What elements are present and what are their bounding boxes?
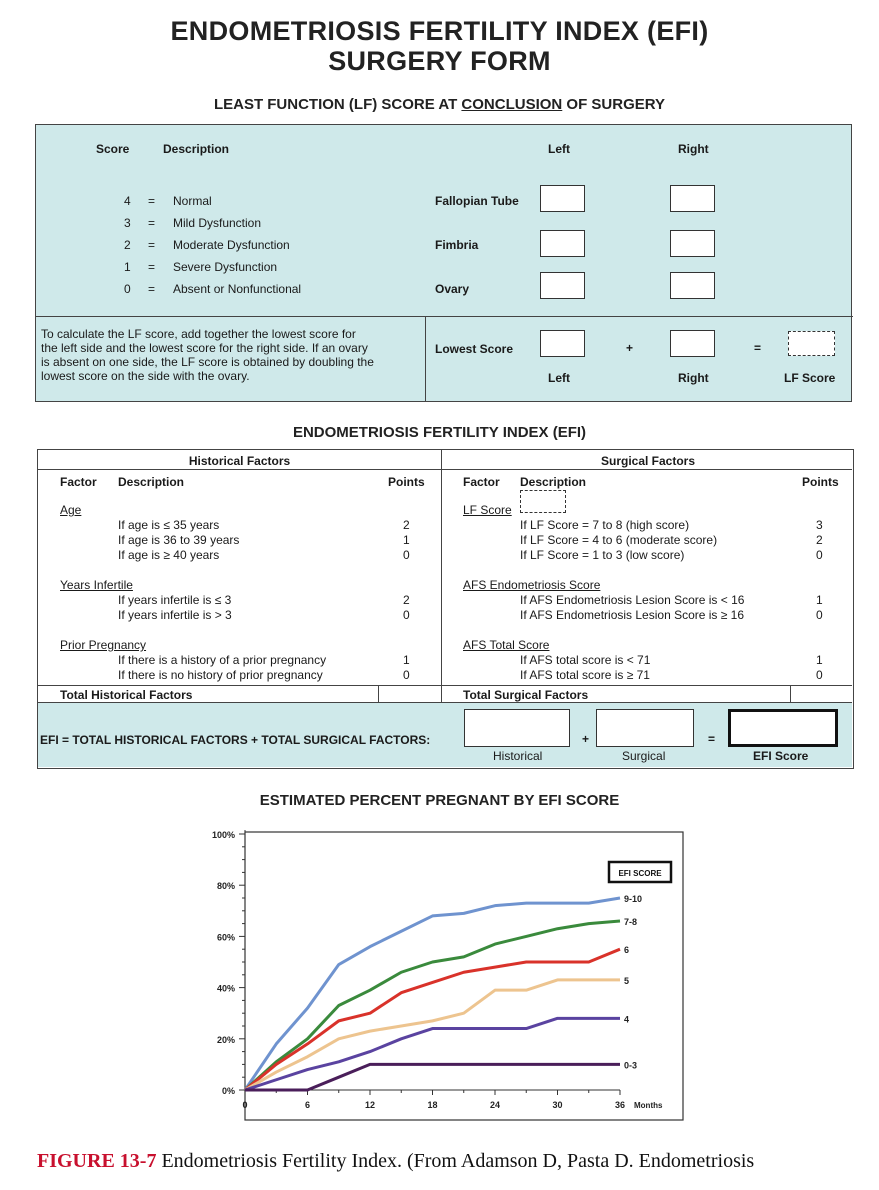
series-label-7-8: 7-8 [624,917,638,928]
form-title-line2: SURGERY FORM [328,46,551,76]
surg-col-points: Points [802,475,839,489]
score-description: Mild Dysfunction [173,216,262,230]
series-label-6: 6 [624,945,630,956]
row-points: 3 [816,518,823,532]
row-description: If LF Score = 7 to 8 (high score) [520,518,690,532]
factor-name: Years Infertile [60,578,133,592]
lf-divider [36,316,853,317]
total-historical-label: Total Historical Factors [60,688,193,702]
efi-score-box-label: EFI Score [753,749,809,763]
row-points: 1 [403,533,410,547]
score-equals: = [148,216,156,230]
lf-score-panel [35,124,852,402]
fimbria-left-box[interactable] [540,230,585,257]
formula-top-line [38,702,852,703]
lf-col-right: Right [678,142,709,156]
center-divider [441,450,442,702]
factor-name: AFS Endometriosis Score [463,578,601,592]
x-tick-label: 12 [364,1100,376,1110]
historical-box-label: Historical [493,749,543,763]
chart-title: ESTIMATED PERCENT PREGNANT BY EFI SCORE [259,792,620,809]
lf-bottom-right-label: Right [678,371,709,385]
row-points: 2 [403,593,410,607]
row-description: If age is 36 to 39 years [118,533,240,547]
row-description: If age is ≥ 40 years [118,548,220,562]
row-points: 1 [403,653,410,667]
y-tick-label: 60% [216,932,235,943]
efi-plus-sign: + [582,732,590,746]
efi-table [37,449,854,769]
row-points: 1 [816,653,823,667]
row-description: If AFS total score is ≥ 71 [520,668,650,682]
lf-col-score: Score [96,142,130,156]
efi-score-box[interactable] [728,709,838,747]
score-equals: = [148,282,156,296]
x-tick-label: 30 [552,1100,563,1110]
x-tick-label: 0 [242,1100,248,1110]
historical-total-box[interactable] [464,709,570,747]
score-description: Normal [173,194,212,208]
lf-bottom-divider [425,316,426,402]
total-historical-input[interactable] [379,686,440,702]
surg-col-description: Description [520,475,587,489]
historical-factors-header: Historical Factors [188,454,291,468]
lf-instructions: To calculate the LF score, add together the lowest score for the left side and the lowest score for the right side. If an ovary is absent on one side, the LF score is obtained by doubling the lowest score on the side with the ovary. [41,327,374,383]
row-points: 0 [403,668,410,682]
surgical-total-box[interactable] [596,709,694,747]
row-description: If AFS Endometriosis Lesion Score is ≥ 16 [520,608,745,622]
row-points: 2 [816,533,823,547]
y-tick-label: 100% [211,830,235,840]
lf-score-label: LF Score [784,371,836,385]
score-value: 3 [124,216,131,230]
hist-col-description: Description [118,475,185,489]
y-tick-label: 0% [221,1086,235,1096]
row-points: 1 [816,593,823,607]
lf-score-result-box[interactable] [788,331,835,356]
score-value: 0 [124,282,131,296]
score-description: Severe Dysfunction [173,260,278,274]
form-title-line1: ENDOMETRIOSIS FERTILITY INDEX (EFI) [170,16,709,46]
x-tick-label: 36 [614,1100,626,1110]
factor-name: Age [60,503,82,517]
score-equals: = [148,260,156,274]
score-equals: = [148,238,156,252]
x-tick-label: 24 [489,1100,501,1110]
y-tick-label: 20% [216,1034,235,1045]
lowest-score-right-box[interactable] [670,330,715,357]
ovary-right-box[interactable] [670,272,715,299]
total-surgical-label: Total Surgical Factors [463,688,589,702]
efi-formula-text: EFI = TOTAL HISTORICAL FACTORS + TOTAL SURGICAL FACTORS: [40,733,431,747]
series-label-9-10: 9-10 [624,894,643,904]
figure-caption [37,1150,754,1173]
score-equals: = [148,194,156,208]
hist-col-factor: Factor [60,475,97,489]
row-description: If years infertile is ≤ 3 [118,593,232,607]
totals-top-line [38,685,852,686]
fimbria-right-box[interactable] [670,230,715,257]
factor-name: AFS Total Score [463,638,550,652]
row-points: 0 [816,548,823,562]
score-description: Absent or Nonfunctional [173,282,302,296]
row-points: 0 [403,548,410,562]
y-tick-label: 40% [216,983,235,994]
score-value: 2 [124,238,131,252]
row-description: If age is ≤ 35 years [118,518,220,532]
structure-ovary: Ovary [435,282,470,296]
structure-fallopian-tube: Fallopian Tube [435,194,519,208]
series-label-4: 4 [624,1014,630,1025]
row-description: If AFS Endometriosis Lesion Score is < 16 [520,593,745,607]
total-surgical-input[interactable] [791,686,852,702]
lf-section-heading: LEAST FUNCTION (LF) SCORE AT CONCLUSION OF SURGERY [213,96,666,113]
row-points: 2 [403,518,410,532]
fallopian-tube-right-box[interactable] [670,185,715,212]
lowest-score-label: Lowest Score [435,342,514,356]
lowest-score-left-box[interactable] [540,330,585,357]
score-value: 4 [124,194,131,208]
row-description: If LF Score = 4 to 6 (moderate score) [520,533,718,547]
efi-equals-sign: = [708,732,716,746]
structure-fimbria: Fimbria [435,238,479,252]
row-points: 0 [403,608,410,622]
x-tick-label: 18 [427,1100,438,1110]
lf-col-description: Description [163,142,230,156]
score-value: 1 [124,260,131,274]
lf-plus-sign: + [626,341,634,355]
factor-name: Prior Pregnancy [60,638,147,652]
figure-number: FIGURE 13-7 [37,1150,157,1172]
legend-title: EFI SCORE [618,869,662,878]
surg-col-factor: Factor [463,475,500,489]
surgical-factors-header: Surgical Factors [600,454,696,468]
series-label-0-3: 0-3 [624,1060,638,1071]
efi-section-heading: ENDOMETRIOSIS FERTILITY INDEX (EFI) [292,424,587,441]
ovary-left-box[interactable] [540,272,585,299]
lf-equals-sign: = [754,341,762,355]
row-description: If LF Score = 1 to 3 (low score) [520,548,685,562]
x-axis-label: Months [634,1101,663,1110]
x-tick-label: 6 [304,1100,311,1110]
surgical-box-label: Surgical [622,749,666,763]
factor-name: LF Score [463,503,512,517]
caption-text: Endometriosis Fertility Index. (From Adamson D, Pasta D. Endometriosis [156,1150,755,1172]
row-description: If there is no history of prior pregnancy [118,668,323,682]
row-description: If AFS total score is < 71 [520,653,651,667]
pregnancy-rate-chart [195,822,685,1122]
header-underline [38,469,852,470]
efi-formula-band [38,702,852,767]
fallopian-tube-left-box[interactable] [540,185,585,212]
row-description: If there is a history of a prior pregnancy [118,653,327,667]
row-description: If years infertile is > 3 [118,608,232,622]
lf-col-left: Left [548,142,570,156]
series-label-5: 5 [624,975,630,986]
y-tick-label: 80% [216,881,235,892]
hist-col-points: Points [388,475,425,489]
row-points: 0 [816,668,823,682]
score-description: Moderate Dysfunction [173,238,290,252]
row-points: 0 [816,608,823,622]
lf-score-transfer-box[interactable] [520,490,566,513]
lf-bottom-left-label: Left [548,371,570,385]
